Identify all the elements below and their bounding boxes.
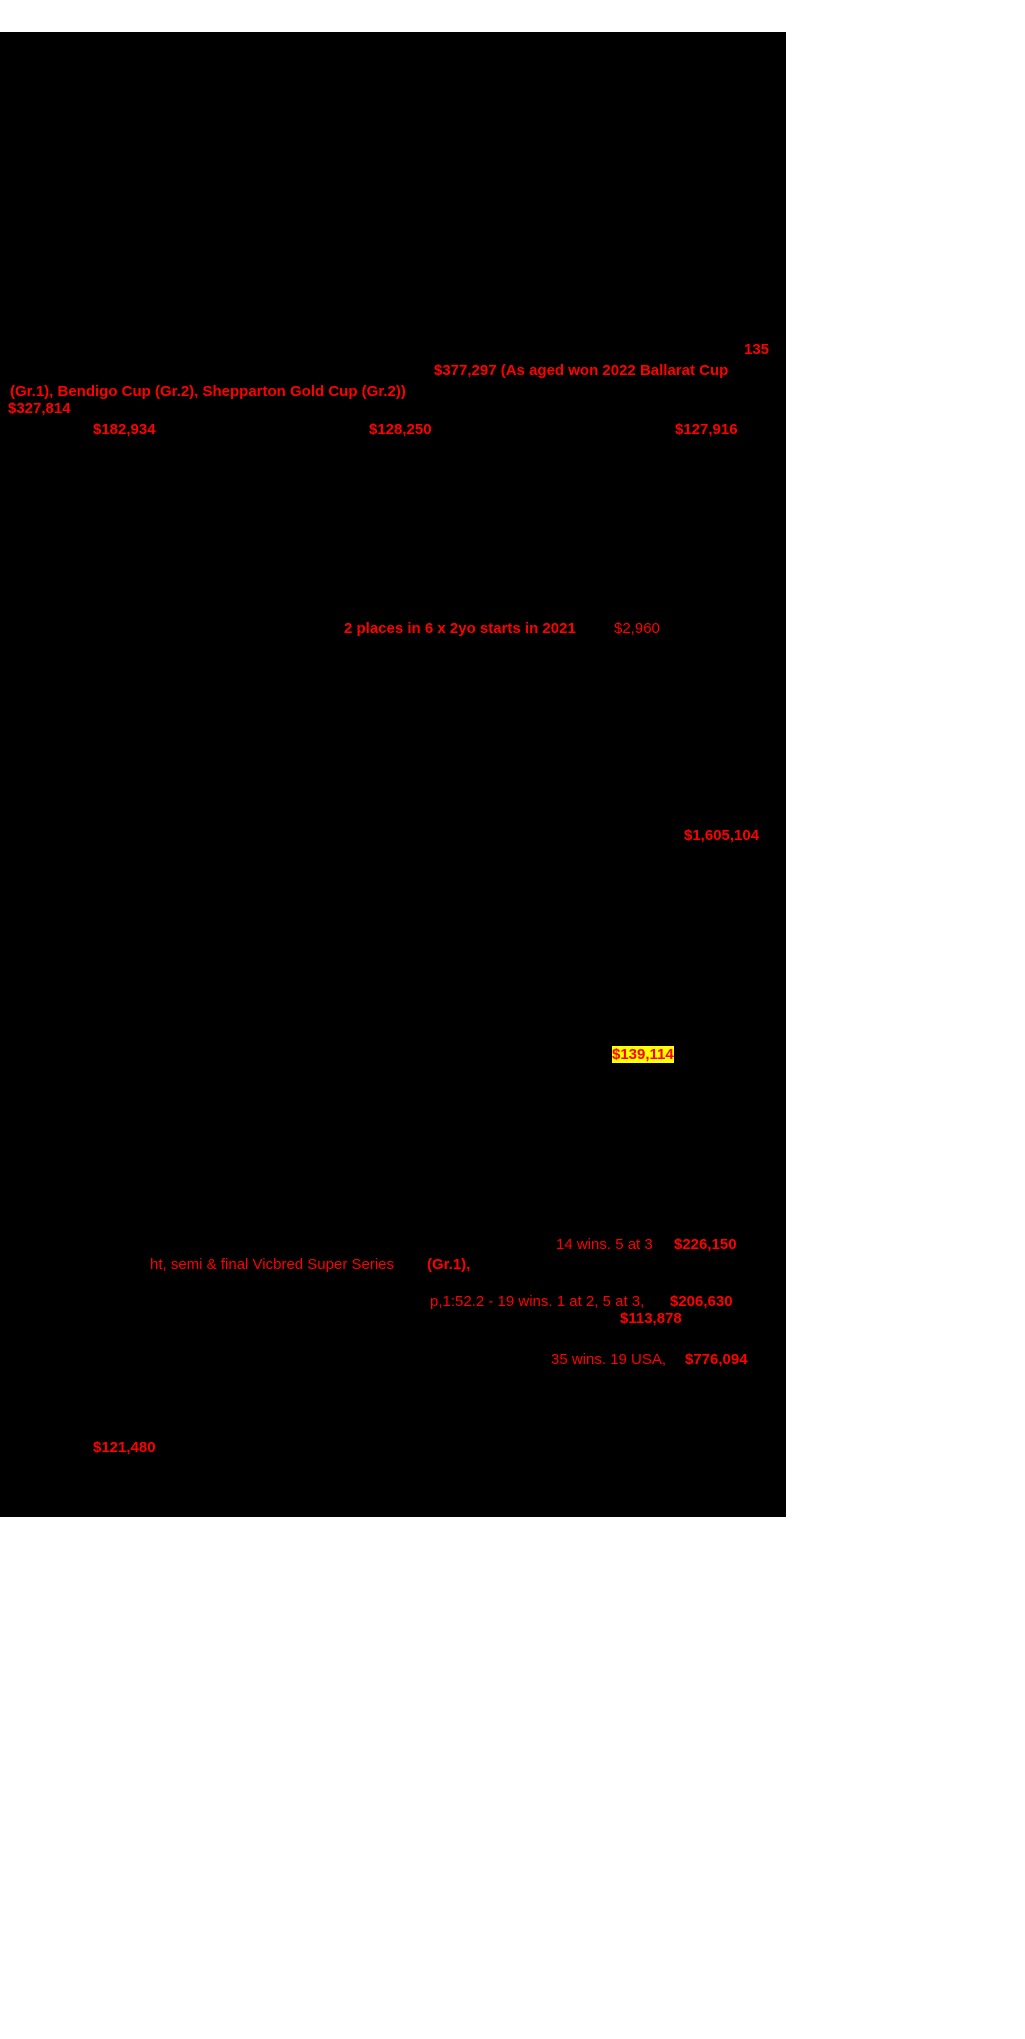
text-fragment: $327,814 bbox=[8, 400, 71, 417]
text-fragment: $2,960 bbox=[614, 620, 660, 637]
text-fragment: $127,916 bbox=[675, 421, 738, 438]
text-fragment: (Gr.1), bbox=[427, 1256, 471, 1273]
text-fragment: $113,878 bbox=[620, 1310, 682, 1327]
text-fragment: $128,250 bbox=[369, 421, 432, 438]
text-fragment: p,1:52.2 - 19 wins. 1 at 2, 5 at 3, bbox=[430, 1293, 645, 1310]
text-fragment: $377,297 (As aged won 2022 Ballarat Cup bbox=[434, 362, 729, 379]
text-fragment: $226,150 bbox=[674, 1236, 737, 1253]
text-fragment: 135 bbox=[744, 341, 770, 358]
text-fragment: $1,605,104 bbox=[684, 827, 760, 844]
text-fragment: $121,480 bbox=[93, 1439, 156, 1456]
text-fragment: (Gr.1), Bendigo Cup (Gr.2), Shepparton Gold Cup (Gr.2)) bbox=[10, 383, 406, 400]
text-fragment: 14 wins. 5 at 3 bbox=[556, 1236, 653, 1253]
text-fragment: $776,094 bbox=[685, 1351, 748, 1368]
text-fragment: 35 wins. 19 USA, bbox=[551, 1351, 667, 1368]
document-sheet bbox=[0, 32, 786, 1517]
text-fragment: 2 places in 6 x 2yo starts in 2021 bbox=[344, 620, 576, 637]
text-fragment: $182,934 bbox=[93, 421, 156, 438]
text-fragment: $206,630 bbox=[670, 1293, 733, 1310]
text-fragment: ht, semi & final Vicbred Super Series bbox=[150, 1256, 395, 1273]
text-fragment: $139,114 bbox=[612, 1046, 674, 1063]
